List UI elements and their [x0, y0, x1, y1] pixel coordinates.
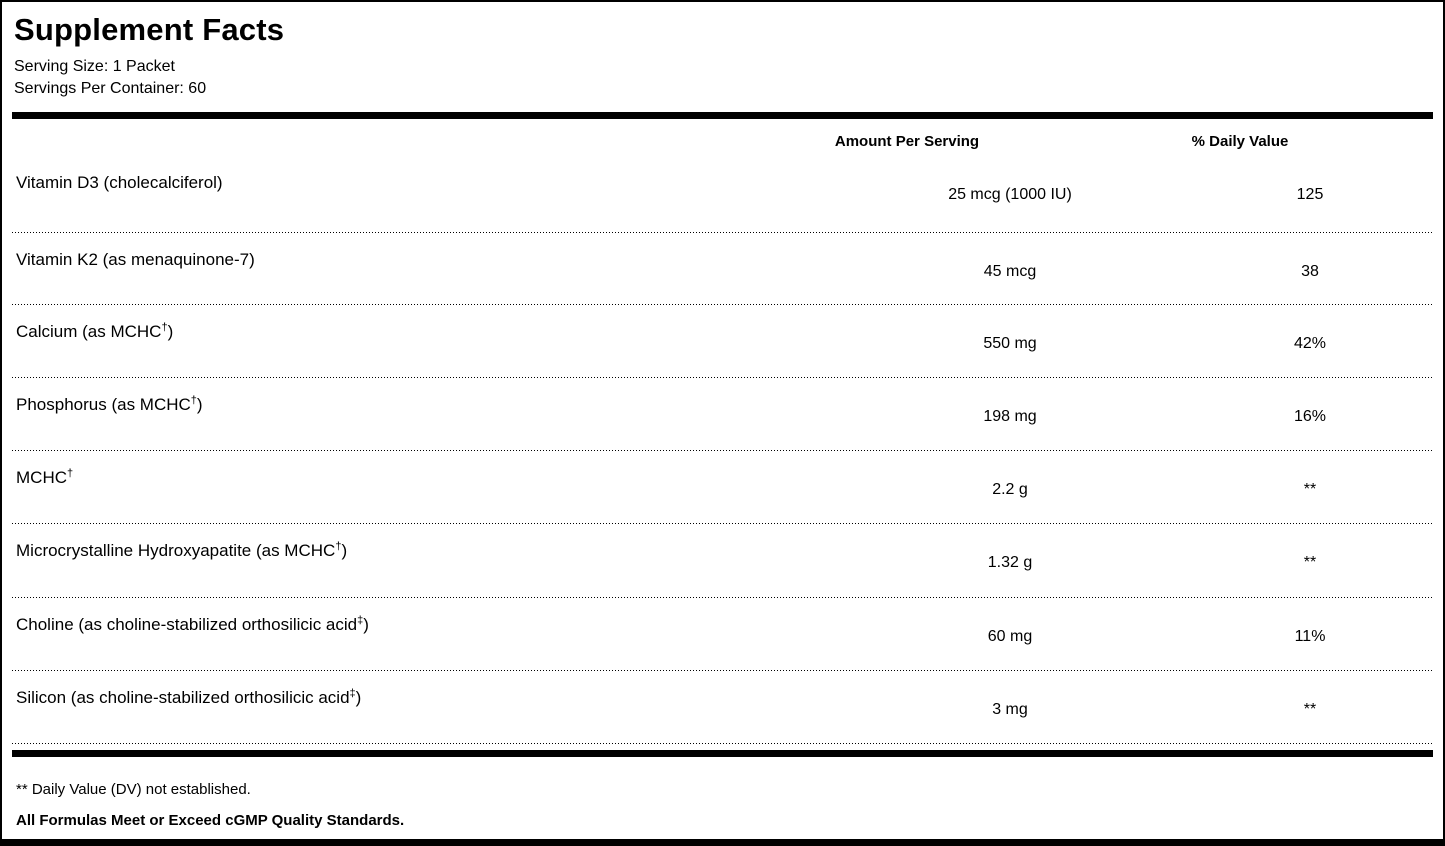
amount-value: 25 mcg (1000 IU): [948, 186, 1072, 203]
ingredient-name-suffix: ): [355, 688, 362, 707]
table-row: [10, 119, 1435, 233]
ingredient-name-text: Vitamin D3 (cholecalciferol): [16, 173, 223, 192]
servings-per-container: Servings Per Container: 60: [14, 80, 207, 97]
amount-value: 60 mg: [987, 628, 1033, 645]
column-header-amount: Amount Per Serving: [834, 133, 980, 150]
table-row: [10, 524, 1435, 598]
footnote-marker: †: [190, 394, 197, 407]
header-divider-bar: [12, 112, 1433, 119]
footnote-marker: ‡: [357, 614, 364, 627]
ingredient-name: [16, 615, 369, 635]
ingredient-name-suffix: ): [196, 395, 203, 414]
ingredient-name: [16, 541, 347, 561]
footer-divider-bar: [12, 750, 1433, 757]
daily-value-footnote: ** Daily Value (DV) not established.: [16, 781, 251, 798]
footnote-marker: †: [335, 540, 342, 553]
ingredient-name-text: Vitamin K2 (as menaquinone-7): [16, 250, 255, 269]
page-title: Supplement Facts: [14, 12, 285, 47]
ingredient-name-text: Phosphorus (as MCHC: [16, 395, 191, 414]
ingredient-name: [16, 468, 73, 488]
ingredient-name-suffix: ): [167, 322, 174, 341]
daily-value: 125: [1296, 186, 1324, 203]
amount-value: 198 mg: [983, 408, 1037, 425]
ingredient-name: [16, 173, 223, 193]
ingredient-name-suffix: ): [341, 541, 348, 560]
table-row: [10, 378, 1435, 451]
table-row: [10, 233, 1435, 305]
ingredient-name: [16, 250, 255, 270]
ingredient-name-text: Calcium (as MCHC: [16, 322, 162, 341]
daily-value: **: [1303, 554, 1317, 571]
daily-value: 16%: [1293, 408, 1327, 425]
serving-size: Serving Size: 1 Packet: [14, 58, 175, 75]
daily-value: **: [1303, 481, 1317, 498]
column-header-daily-value: % Daily Value: [1191, 133, 1289, 150]
ingredient-name: [16, 395, 203, 415]
daily-value: **: [1303, 701, 1317, 718]
footnote-marker: †: [161, 321, 168, 334]
footnote-marker: †: [67, 467, 74, 480]
quality-statement: All Formulas Meet or Exceed cGMP Quality Standards.: [16, 812, 405, 829]
ingredient-name-suffix: ): [363, 615, 369, 634]
ingredient-name-text: MCHC: [16, 468, 67, 487]
ingredient-name-text: Choline (as choline-stabilized orthosilicic acid: [16, 615, 358, 634]
daily-value: 11%: [1294, 628, 1326, 645]
ingredient-name: [16, 688, 361, 708]
amount-value: 3 mg: [992, 701, 1028, 718]
table-row: [10, 305, 1435, 378]
daily-value: 38: [1301, 263, 1319, 280]
ingredient-name: [16, 322, 173, 342]
table-row: [10, 598, 1435, 671]
row-separator: [12, 743, 1433, 744]
amount-value: 2.2 g: [992, 481, 1028, 498]
ingredient-name-text: Microcrystalline Hydroxyapatite (as MCHC: [16, 541, 336, 560]
table-row: [10, 451, 1435, 524]
footnote-marker: ‡: [349, 687, 356, 700]
ingredient-name-text: Silicon (as choline-stabilized orthosilicic acid: [16, 688, 350, 707]
daily-value: 42%: [1293, 335, 1327, 352]
amount-value: 1.32 g: [987, 554, 1033, 571]
amount-value: 45 mcg: [983, 263, 1037, 280]
amount-value: 550 mg: [983, 335, 1037, 352]
table-row: [10, 671, 1435, 744]
